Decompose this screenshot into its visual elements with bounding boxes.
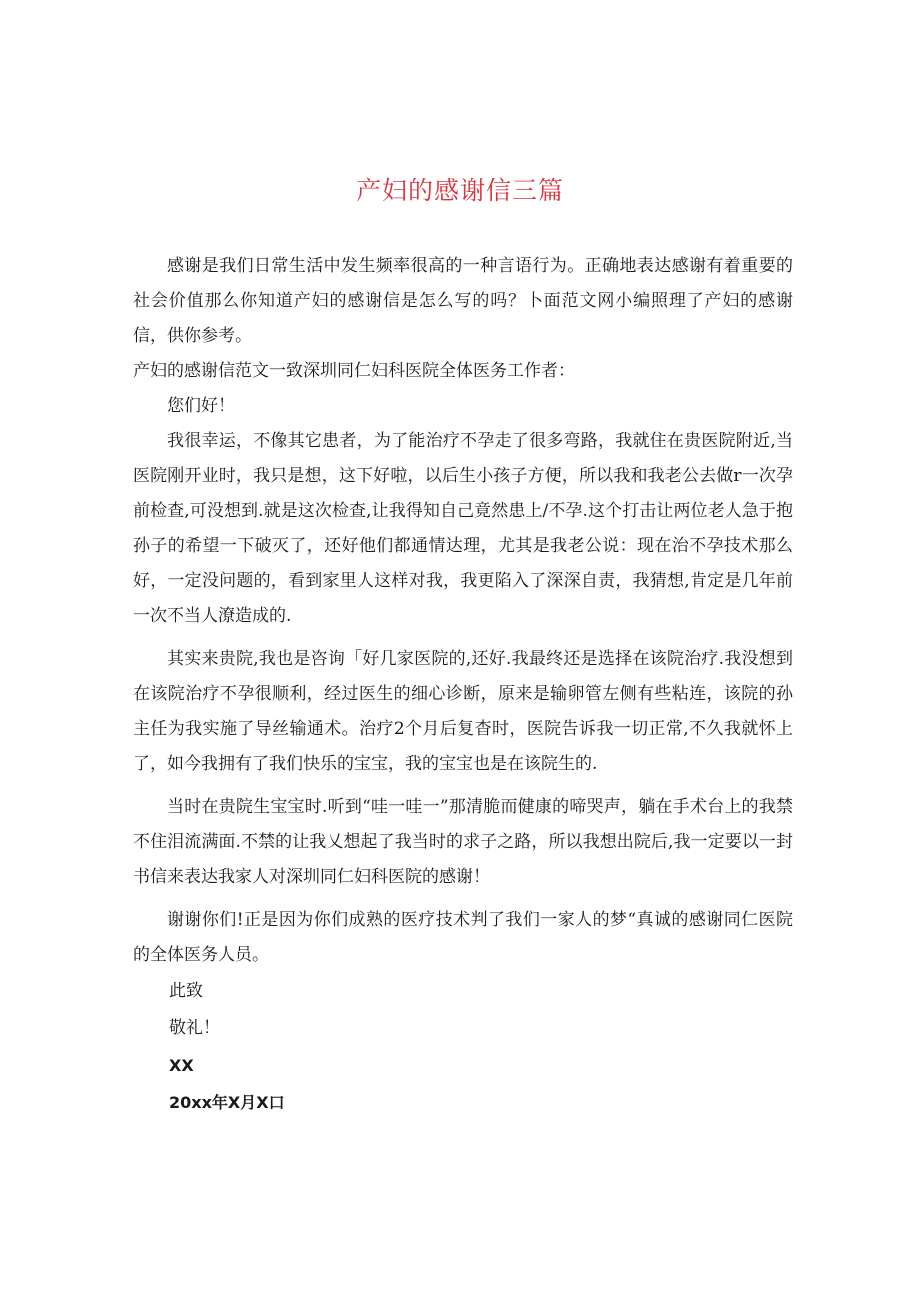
body-paragraph-2: 其实来贵院,我也是咨询「好几家医院的,还好.我最终还是选择在该院治疗.我没想到在该院治疗不孕很顺利，经过医生的细心诊断，原来是输卵管左侧有些粘连，该院的孙主任为我实施了导丝输通术。治疗2个月后复杳时，医院告诉我一切正常,不久我就怀上了，如今我拥有了我们快乐的宝宝，我的宝宝也是在该院生的. <box>133 649 793 774</box>
body-paragraph-4: 谢谢你们!正是因为你们成熟的医疗技术判了我们一家人的梦“真诚的感谢同仁医院的全体医务人员。 <box>133 910 793 965</box>
letter-heading: 产妇的感谢信范文一致深圳同仁妇科医院全体医务工作者： <box>133 361 575 381</box>
closing-regards: 敬礼！ <box>169 1018 220 1038</box>
intro-paragraph: 感谢是我们日常生活中发生频率很高的一种言语行为。正确地表达感谢有着重要的社会价值那么你知道产妇的感谢信是怎么写的吗？卜面范文网小编照理了产妇的感谢信，供你参考。 <box>133 256 793 346</box>
letter-body <box>133 249 793 1121</box>
body-paragraph-1: 我很幸运，不像其它患者，为了能治疗不孕走了很多弯路，我就住在贵医院附近,当医院刚开业时，我只是想，这下好啦，以后生小孩子方便，所以我和我老公去做r一次孕前检查,可没想到.就是这次检查,让我得知自己竟然患上/不孕.这个打击让两位老人急于抱孙子的希望一下破灭了，还好他们都通情达理，尤其是我老公说：现在治不孕技术那么好，一定没问题的，看到家里人这样对我，我更陷入了深深自责，我猜想,肯定是几年前一次不当人潦造成的. <box>133 431 793 626</box>
closing-salutation: 此致 <box>169 981 203 1001</box>
greeting: 您们好！ <box>167 396 235 416</box>
body-paragraph-3: 当时在贵院生宝宝时.听到“哇一哇一”那清脆而健康的啼哭声，躺在手术台上的我禁不住泪流满面.不禁的让我乂想起了我当时的求子之路，所以我想出院后,我一定要以一封书信来表达我家人对深圳同仁妇科医院的感谢！ <box>133 797 793 887</box>
letter-date: 20xx年X月X口 <box>169 1093 285 1112</box>
document-title: 产妇的感谢信三篇 <box>355 176 564 205</box>
signature: XX <box>169 1056 194 1075</box>
